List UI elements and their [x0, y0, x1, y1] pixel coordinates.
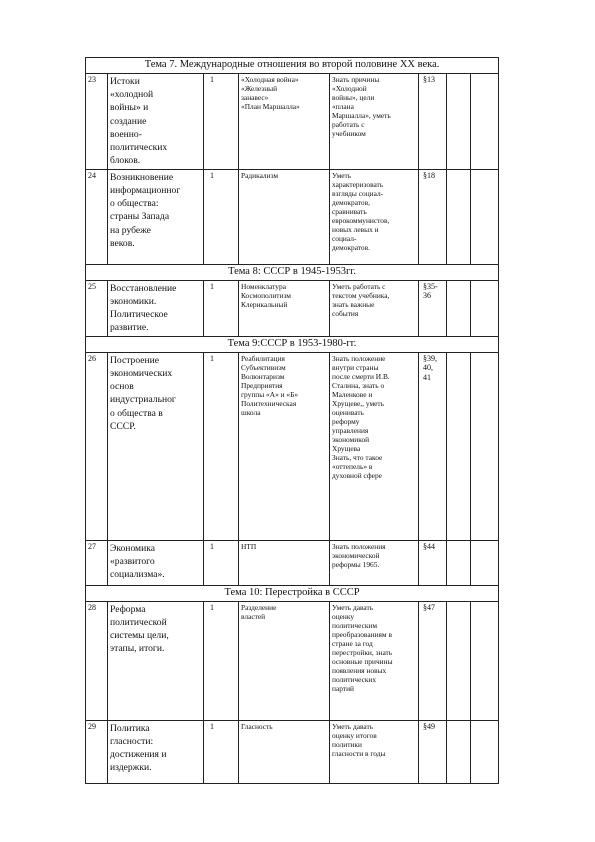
- lesson-number: 28: [86, 601, 108, 720]
- lesson-number: 29: [86, 720, 108, 783]
- lesson-paragraph: §18: [419, 169, 447, 264]
- lesson-row: [86, 720, 499, 783]
- lesson-theme: Истоки «холодной войны» и создание военно- политических блоков.: [108, 74, 204, 170]
- empty-cell: [447, 540, 471, 585]
- section-header-row: [86, 58, 499, 74]
- lesson-hours: 1: [204, 720, 239, 783]
- lesson-hours: 1: [204, 74, 239, 170]
- lesson-row: [86, 74, 499, 170]
- empty-cell: [447, 601, 471, 720]
- empty-cell: [471, 601, 499, 720]
- lesson-theme: Построение экономических основ индустриальног о общества в СССР.: [108, 352, 204, 540]
- empty-cell: [471, 169, 499, 264]
- lesson-number: 27: [86, 540, 108, 585]
- lesson-paragraph: §47: [419, 601, 447, 720]
- empty-cell: [447, 169, 471, 264]
- lesson-hours: 1: [204, 169, 239, 264]
- lesson-theme: Восстановление экономики. Политическое развитие.: [108, 280, 204, 336]
- section-title: Тема 9:СССР в 1953-1980-гг.: [86, 336, 499, 352]
- lesson-paragraph: §49: [419, 720, 447, 783]
- lesson-row: [86, 169, 499, 264]
- lesson-row: [86, 540, 499, 585]
- lesson-requirements: Знать положение внутри страны после смерти И.В. Сталина, знать о Маленкове и Хрущеве,, уметь оценивать реформу управления экономикой Хрущева Знать, что такое «оттепель» в духовной сфере: [330, 352, 419, 540]
- lesson-row: [86, 352, 499, 540]
- lesson-hours: 1: [204, 601, 239, 720]
- lesson-terms: Номенклатура Космополитизм Клерикальный: [239, 280, 330, 336]
- lesson-terms: Радикализм: [239, 169, 330, 264]
- lesson-requirements: Уметь давать оценку политическим преобразованиям в стране за год перестройки, знать основные причины появления новых политических партий: [330, 601, 419, 720]
- lesson-terms: «Холодная война» «Железный занавес» «План Маршалла»: [239, 74, 330, 170]
- lesson-hours: 1: [204, 280, 239, 336]
- lesson-requirements: Уметь характеризовать взгляды социал- демократов, сравнивать еврокоммунистов, новых левых и социал- демократов.: [330, 169, 419, 264]
- lesson-theme: Экономика «развитого социализма».: [108, 540, 204, 585]
- lesson-requirements: Знать положения экономической реформы 1965.: [330, 540, 419, 585]
- empty-cell: [471, 74, 499, 170]
- empty-cell: [471, 540, 499, 585]
- lesson-terms: НТП: [239, 540, 330, 585]
- empty-cell: [447, 720, 471, 783]
- section-header-row: [86, 336, 499, 352]
- section-title: Тема 7. Международные отношения во второй половине XX века.: [86, 58, 499, 74]
- lesson-theme: Реформа политической системы цели, этапы, итоги.: [108, 601, 204, 720]
- lesson-requirements: Уметь работать с текстом учебника, знать важные события: [330, 280, 419, 336]
- lesson-terms: Разделение властей: [239, 601, 330, 720]
- lesson-row: [86, 280, 499, 336]
- lesson-paragraph: §13: [419, 74, 447, 170]
- lesson-hours: 1: [204, 540, 239, 585]
- empty-cell: [447, 352, 471, 540]
- section-header-row: [86, 585, 499, 601]
- section-header-row: [86, 264, 499, 280]
- lesson-requirements: Уметь давать оценку итогов политики гласности в годы: [330, 720, 419, 783]
- lesson-paragraph: §39, 40, 41: [419, 352, 447, 540]
- lesson-number: 24: [86, 169, 108, 264]
- lesson-theme: Возникновение информационног о общества: страны Запада на рубеже веков.: [108, 169, 204, 264]
- lesson-paragraph: §35- 36: [419, 280, 447, 336]
- empty-cell: [471, 720, 499, 783]
- lesson-theme: Политика гласности: достижения и издержки.: [108, 720, 204, 783]
- section-title: Тема 10: Перестройка в СССР: [86, 585, 499, 601]
- lesson-hours: 1: [204, 352, 239, 540]
- lesson-number: 26: [86, 352, 108, 540]
- lesson-terms: Гласность: [239, 720, 330, 783]
- empty-cell: [471, 352, 499, 540]
- lesson-row: [86, 601, 499, 720]
- lesson-paragraph: §44: [419, 540, 447, 585]
- lesson-plan-table: [85, 57, 499, 784]
- empty-cell: [471, 280, 499, 336]
- empty-cell: [447, 74, 471, 170]
- section-title: Тема 8: СССР в 1945-1953гг.: [86, 264, 499, 280]
- lesson-number: 25: [86, 280, 108, 336]
- lesson-requirements: Знать причины «Холодной войны», цели «плана Маршалла», уметь работать с учебником: [330, 74, 419, 170]
- empty-cell: [447, 280, 471, 336]
- lesson-number: 23: [86, 74, 108, 170]
- lesson-terms: Реабилитация Субъективизм Волюнтаризм Предприятия группы «А» и «Б» Политехническая школа: [239, 352, 330, 540]
